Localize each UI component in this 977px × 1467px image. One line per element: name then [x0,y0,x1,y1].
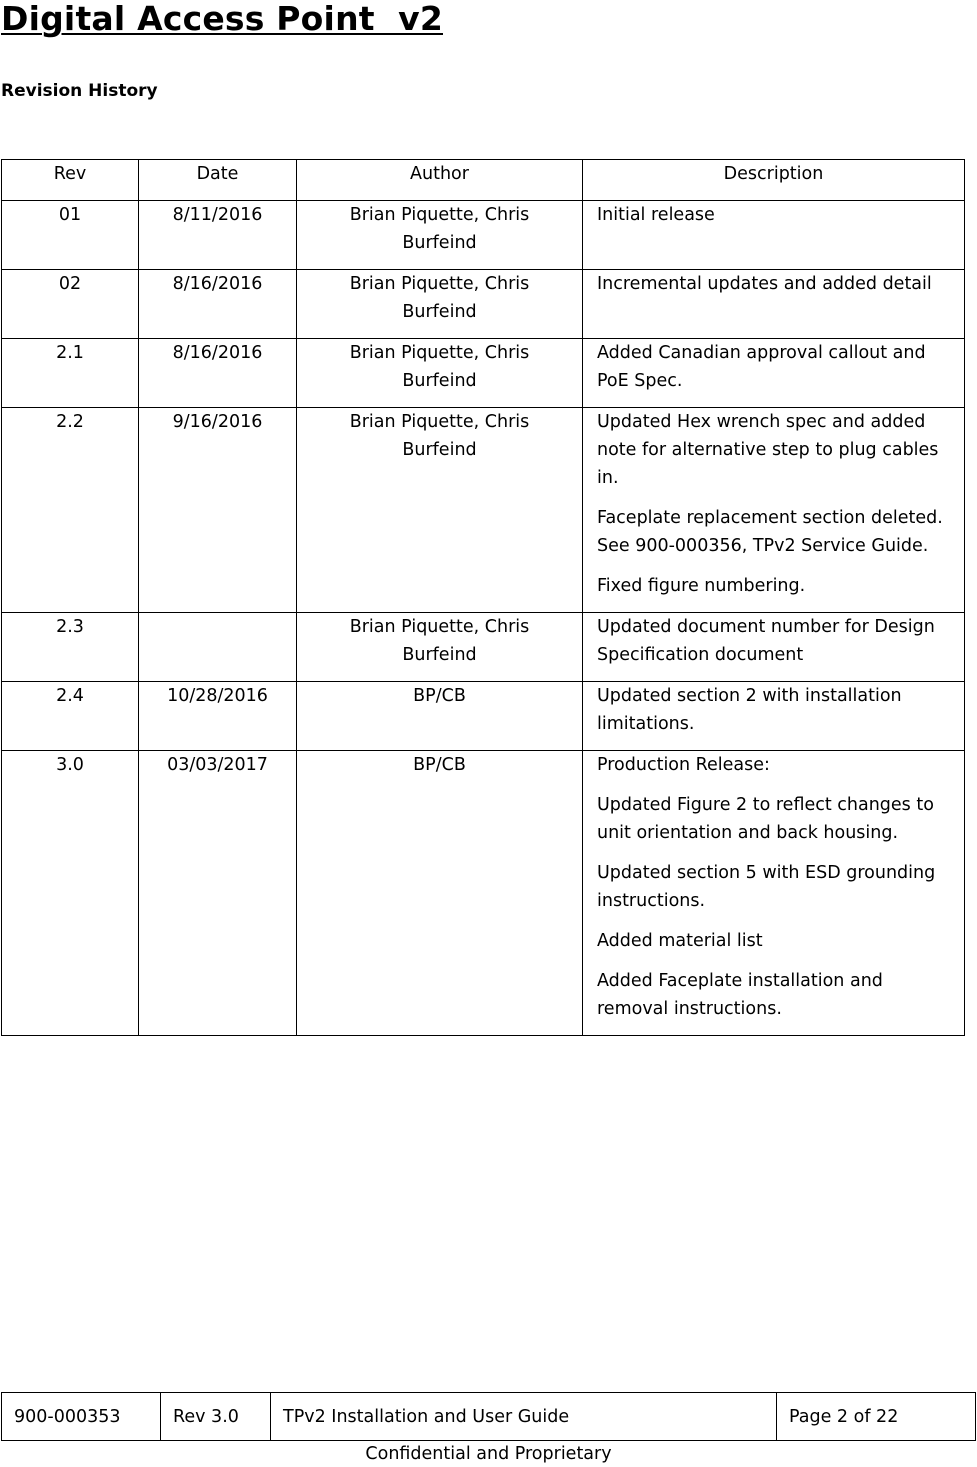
rev-cell: 2.1 [2,339,139,408]
rev-cell: 01 [2,201,139,270]
description-cell [583,201,965,270]
description-paragraph: Faceplate replacement section deleted. See 900-000356, TPv2 Service Guide. [597,508,943,556]
column-header-date: Date [139,160,297,201]
table-row [2,339,965,408]
table-header-row [2,160,965,201]
date-cell: 10/28/2016 [139,682,297,751]
date-cell: 9/16/2016 [139,408,297,613]
author-line: Brian Piquette, Chris [349,343,530,363]
column-header-description: Description [583,160,965,201]
description-paragraph: Incremental updates and added detail [597,274,932,294]
description-paragraph: Updated Figure 2 to reflect changes to unit orientation and back housing. [597,795,934,843]
revision-history-table [1,159,965,1036]
rev-cell: 2.3 [2,613,139,682]
footer-doc-name: TPv2 Installation and User Guide [271,1393,777,1441]
description-paragraph: Added Canadian approval callout and PoE Spec. [597,343,926,391]
description-paragraph: Updated section 2 with installation limitations. [597,686,902,734]
author-line: Burfeind [402,302,477,322]
date-cell [139,613,297,682]
description-paragraph: Added Faceplate installation and removal instructions. [597,971,883,1019]
footer-revision: Rev 3.0 [161,1393,271,1441]
description-cell [583,751,965,1036]
author-line: Burfeind [402,440,477,460]
description-paragraph: Updated Hex wrench spec and added note for alternative step to plug cables in. [597,412,939,488]
author-line: Brian Piquette, Chris [349,205,530,225]
author-line: Brian Piquette, Chris [349,412,530,432]
rev-cell: 2.2 [2,408,139,613]
author-line: BP/CB [413,755,466,775]
author-cell [297,682,583,751]
description-paragraph: Updated document number for Design Specification document [597,617,935,665]
description-cell [583,270,965,339]
author-cell [297,270,583,339]
description-cell [583,339,965,408]
table-row [2,408,965,613]
author-line: Burfeind [402,371,477,391]
page-footer [1,1392,976,1441]
table-row [2,751,965,1036]
author-line: Burfeind [402,233,477,253]
revision-history-heading: Revision History [1,81,158,101]
rev-cell: 2.4 [2,682,139,751]
column-header-author: Author [297,160,583,201]
footer-page-number: Page 2 of 22 [777,1393,976,1441]
date-cell: 8/11/2016 [139,201,297,270]
author-cell [297,408,583,613]
date-cell: 8/16/2016 [139,270,297,339]
confidentiality-notice: Confidential and Proprietary [365,1444,612,1464]
description-cell [583,682,965,751]
author-cell [297,613,583,682]
description-paragraph: Fixed figure numbering. [597,576,806,596]
footer-doc-number: 900-000353 [2,1393,161,1441]
date-cell: 8/16/2016 [139,339,297,408]
author-line: Brian Piquette, Chris [349,617,530,637]
column-header-rev: Rev [2,160,139,201]
description-cell [583,613,965,682]
table-row [2,682,965,751]
rev-cell: 02 [2,270,139,339]
rev-cell: 3.0 [2,751,139,1036]
description-cell [583,408,965,613]
author-line: Brian Piquette, Chris [349,274,530,294]
author-line: Burfeind [402,645,477,665]
table-row [2,613,965,682]
author-cell [297,751,583,1036]
description-paragraph: Initial release [597,205,715,225]
document-title: Digital Access Point v2 [1,0,443,38]
author-cell [297,339,583,408]
table-row [2,270,965,339]
description-paragraph: Updated section 5 with ESD grounding instructions. [597,863,936,911]
description-paragraph: Added material list [597,931,763,951]
author-cell [297,201,583,270]
date-cell: 03/03/2017 [139,751,297,1036]
description-paragraph: Production Release: [597,755,770,775]
author-line: BP/CB [413,686,466,706]
table-row [2,201,965,270]
